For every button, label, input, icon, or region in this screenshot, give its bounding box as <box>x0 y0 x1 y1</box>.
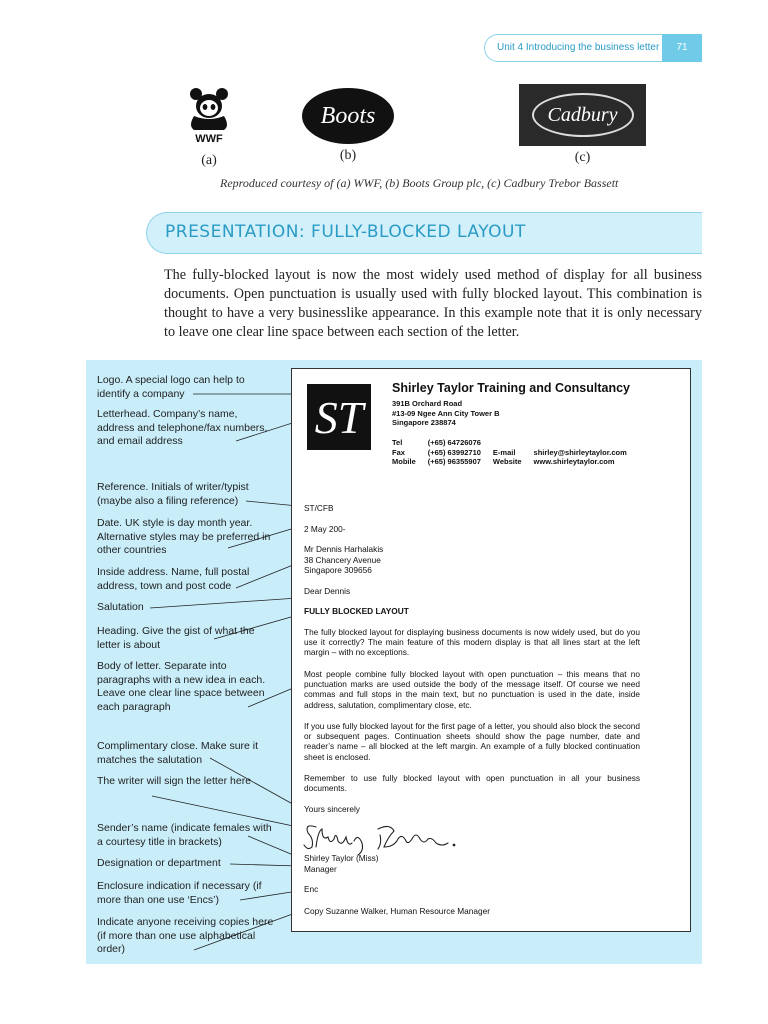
letter-figure-panel <box>86 360 702 964</box>
annotation-letterhead: Letterhead. Company’s name, address and telephone/fax numbers, and email address <box>97 408 268 447</box>
contact-label: Fax <box>392 447 405 457</box>
logo-caption-c: (c) <box>574 150 591 165</box>
handwritten-signature <box>302 817 462 857</box>
contact-value: (+65) 64726076 <box>427 438 481 447</box>
body-paragraph-3: If you use fully blocked layout for the first page of a letter, you should also block the second or subsequent pages. Continuation sheets should show the page number, date and reader’s name – all blocked at the left margin. An example of a fully blocked continuation sheet is enclosed. <box>304 721 640 762</box>
annotation-body: Body of letter. Separate into paragraphs with a new idea in each. Leave one clear line space between each paragraph <box>97 660 266 713</box>
boots-wordmark: Boots <box>320 102 376 129</box>
annotation-logo: Logo. A special logo can help to identify a company <box>97 374 245 400</box>
letter-reference: ST/CFB <box>304 503 334 513</box>
contact-value: shirley@shirleytaylor.com <box>533 447 627 457</box>
address-line: 391B Orchard Road <box>392 399 463 408</box>
annotation-reference: Reference. Initials of writer/typist (maybe also a filing reference) <box>97 481 249 507</box>
boots-logo <box>302 88 394 144</box>
annotation-signature: The writer will sign the letter here <box>97 775 252 787</box>
annotation-complimentary-close: Complimentary close. Make sure it matches the salutation <box>97 740 259 766</box>
cadbury-logo <box>519 84 646 146</box>
logo-caption-b: (b) <box>339 148 357 163</box>
inside-address-line: 38 Chancery Avenue <box>304 554 381 565</box>
body-paragraph-4: Remember to use fully blocked layout with open punctuation in all your business documents. <box>304 773 640 794</box>
section-title: PRESENTATION: FULLY-BLOCKED LAYOUT <box>165 222 526 242</box>
contact-value <box>534 438 639 448</box>
intro-paragraph: The fully-blocked layout is now the most widely used method of display for all business documents. Open punctuation is usually used with fully blocked layout. This combination is thought to have a very businesslike appearance. In this example note that it is only necessary to leave one clear line space between each section of the letter. <box>164 267 702 340</box>
cadbury-wordmark: Cadbury <box>547 103 618 126</box>
contact-row <box>392 457 639 467</box>
annotation-inside-address: Inside address. Name, full postal address, town and post code <box>97 566 250 592</box>
logo-credit: Reproduced courtesy of (a) WWF, (b) Boots Group plc, (c) Cadbury Trebor Bassett <box>220 176 619 190</box>
sender-name: Shirley Taylor (Miss) <box>304 853 379 863</box>
contact-row <box>392 438 639 448</box>
wwf-wordmark: WWF <box>195 133 223 144</box>
annotation-enclosure: Enclosure indication if necessary (if more than one use ‘Encs’) <box>97 880 262 906</box>
annotation-senders-name: Sender’s name (indicate females with a courtesy title in brackets) <box>97 822 272 848</box>
contact-value: (+65) 96355907 <box>427 457 481 466</box>
annotation-date: Date. UK style is day month year. Alternative styles may be preferred in other countries <box>97 517 271 556</box>
annotation-salutation: Salutation <box>97 601 144 613</box>
inside-address-line: Mr Dennis Harhalakis <box>304 544 384 554</box>
annotation-designation: Designation or department <box>97 857 221 869</box>
wwf-logo-figure <box>186 86 232 169</box>
section-heading <box>146 212 702 254</box>
logo-caption-a: (a) <box>201 153 217 168</box>
body-paragraph-1: The fully blocked layout for displaying business documents is now widely used, but do you use it correctly? The main feature of this modern display is that all lines start at the left margin – with no exceptions. <box>304 627 640 658</box>
contact-label: Website <box>492 457 522 466</box>
cadbury-logo-figure <box>519 84 646 166</box>
company-logo <box>307 384 371 450</box>
annotation-copy: Indicate anyone receiving copies here (if more than one use alphabetical order) <box>97 916 274 955</box>
body-paragraph-2: Most people combine fully blocked layout with open punctuation – this means that no punctuation marks are used outside the body of the message itself. Of course we need commas and full stops in the main text, but no punctuation is used in the date, inside address, salutation, complimentary close, etc. <box>304 669 640 710</box>
contact-row <box>392 448 639 458</box>
panda-icon <box>186 86 232 144</box>
letter-salutation: Dear Dennis <box>304 586 351 596</box>
company-name: Shirley Taylor Training and Consultancy <box>392 381 631 395</box>
copy-indication: Copy Suzanne Walker, Human Resource Manager <box>304 906 491 916</box>
running-header <box>484 34 702 62</box>
company-contacts <box>392 438 639 467</box>
inside-address-line: Singapore 309656 <box>304 565 372 575</box>
letter-heading: FULLY BLOCKED LAYOUT <box>304 606 409 616</box>
sender-designation: Manager <box>304 864 337 874</box>
complimentary-close: Yours sincerely <box>304 804 360 814</box>
inside-address <box>304 544 383 576</box>
page-number: 71 <box>662 34 702 62</box>
annotation-heading: Heading. Give the gist of what the letter is about <box>97 625 255 651</box>
unit-title: Unit 4 Introducing the business letter <box>484 34 662 62</box>
contact-label: Mobile <box>392 457 416 466</box>
contact-value: (+65) 63992710 <box>427 447 481 457</box>
boots-logo-figure <box>302 88 394 164</box>
contact-label <box>493 438 534 448</box>
contact-label: Tel <box>392 438 403 447</box>
letter-date: 2 May 200- <box>304 524 346 534</box>
company-address <box>392 399 500 428</box>
address-line: Singapore 238874 <box>392 418 456 427</box>
sample-letter <box>291 368 691 932</box>
company-logo-mark: ST <box>314 391 364 443</box>
contact-value: www.shirleytaylor.com <box>533 457 615 466</box>
contact-label: E-mail <box>492 447 516 457</box>
enclosure-indication: Enc <box>304 884 319 894</box>
address-line: #13-09 Ngee Ann City Tower B <box>392 408 500 418</box>
